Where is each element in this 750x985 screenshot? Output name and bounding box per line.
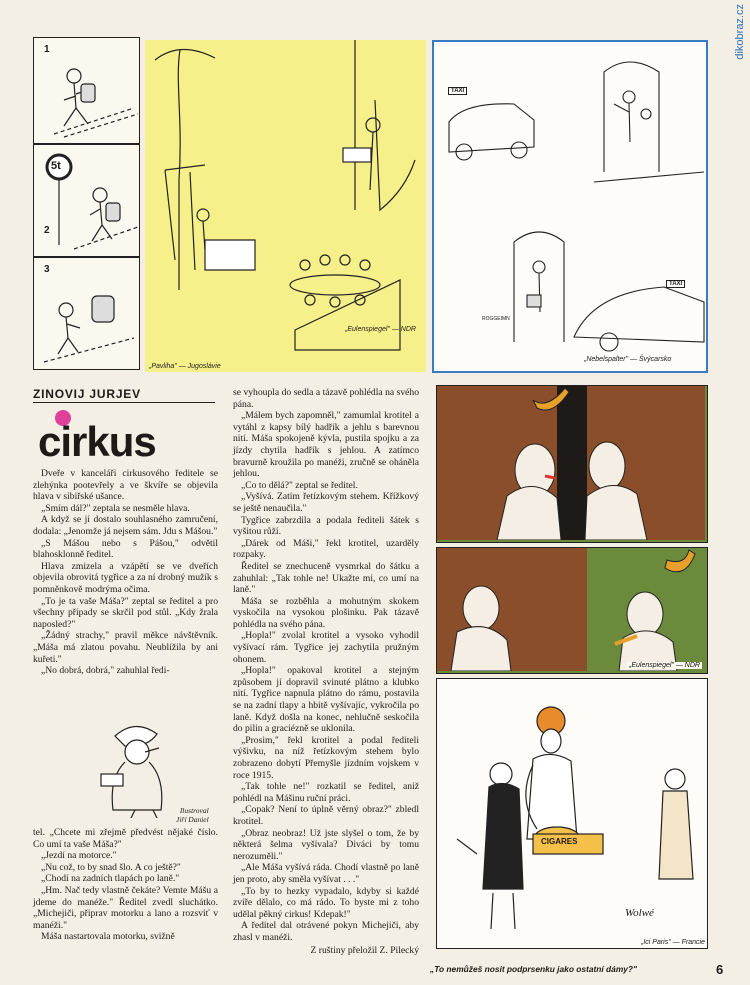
credit-line: Ilustroval [179,806,209,815]
article-column-1b [33,827,218,943]
pavliha-cartoon [145,40,426,372]
paragraph: „To by to hezky vypadalo, kdyby si každé zvíře dělalo, co má rádo. To byste mi z toho udělal pěkný cirkus! Kdepak!" [233,885,419,920]
paragraph: „Obraz neobraz! Už jste slyšel o tom, že by některá šelma vyšívala? Diváci by tomu nerozuměli." [233,827,419,862]
paragraph: „Smím dál?" zeptala se nesměle hlava. [41,502,190,514]
article-column-2 [233,387,419,956]
paragraph: „Dárek od Máši," řekl krotitel, uzarděly rozpaky. [233,537,419,561]
paragraph: Hlava zmizela a vzápětí se ve dveřích objevila obrovitá tygřice a za ní drobný mužík s pomněnkově modrýma očima. [33,560,218,595]
eulenspiegel-drawing-2 [437,548,705,671]
strip-panel-1 [33,37,140,144]
nebelspalter-cartoon [432,40,708,373]
tamer-illustration [95,718,185,818]
pavliha-drawing [145,40,426,372]
nebelspalter-caption: „Nebelspalter" — Švýcarsko [584,356,672,363]
translator-credit: Z ruštiny přeložil Z. Pilecký [310,944,419,956]
author-rule [33,402,215,403]
ici-paris-signature: Wolwé [625,907,654,919]
article-author: ZINOVIJ JURJEV [33,387,141,401]
paragraph: Dveře v kanceláři cirkusového ředitele se zlehýnka pootevřely a ve škvíře se objevila hlava v sibiřské ušance. [33,468,218,503]
paragraph: „Hm. Nač tedy vlastně čekáte? Vemte Mášu a jdeme do manéže." Ředitel zvedl sluchátko. „Michejiči, připrav motorku a lano a rozsviť v manéži." [33,884,218,931]
eulenspiegel-drawing-1 [437,386,705,540]
illustrator-credit [176,806,209,824]
paragraph: „S Mášou nebo s Pášou," odvětil blahosklonně ředitel. [33,537,218,561]
strip-panel-2 [33,144,140,257]
taxi-sign-bottom: TAXI [666,280,685,288]
page-number: 6 [716,962,724,977]
article-title: cirkus [38,418,156,465]
paragraph: „Hopla!" zvolal krotitel a vysoko vyhodil vyšívací rám. Tygřice jej zachytila pružným ohonem. [233,630,419,665]
strip-drawing-1 [34,38,138,142]
paragraph: „Málem bych zapomněl," zamumlal krotitel a vytáhl z kapsy bílý hadřík a jehlu s barevnou nití. Máša spokojeně kývla, pustila spojku a za jízdy chytila hadřík s jehlou. A zatímco bravurně kroužila po manéži, zručně se oháněla jehlou. [233,410,419,480]
cigarettes-box-label: CIGARES [541,837,578,846]
paragraph: „Ale Máša vyšívá ráda. Chodí vlastně po laně jen proto, aby směla vyšívat . . ." [233,862,419,885]
panel-number: 2 [44,225,50,236]
nebelspalter-signature: ROGGEIMN [482,316,510,322]
paragraph: Máša se rozběhla a mohutným skokem vyskočila na vysokou plošinku. Pak tázavě pohlédla na svého pána. [233,595,419,630]
paragraph: tel. „Chcete mi zřejmě předvést nějaké číslo. Co umí ta vaše Máša?" [33,827,218,850]
nebelspalter-drawing [434,42,706,371]
paragraph: „To je ta vaše Máša?" zeptal se ředitel a pro všechny případy se skrčil pod stůl. „Kdy žrala naposled?" [33,595,218,630]
paragraph: A když se jí dostalo souhlasného zamručení, dodala: „Jenomže já nejsem sám. Jdu s Mášou." [33,514,218,537]
paragraph: „No dobrá, dobrá," zahuhlal ředi- [41,665,170,677]
paragraph: „Copak? Není to úplně věrný obraz?" zbledl krotitel. [233,804,419,827]
credit-line: Jiří Daniel [176,815,209,824]
paragraph: „Vyšívá. Zatím řetízkovým stehem. Křížkový se ještě nenaučila." [233,491,419,514]
paragraph: „Jezdí na motorce." [41,850,117,862]
panel-number: 1 [44,44,50,55]
paragraph: „Žádný strachy," pravil měkce návštěvník. „Máša má zlatou povahu. Neublížila by ani kuřeti." [33,630,218,665]
eulenspiegel-caption: „Eulenspiegel" — NDR [345,326,416,333]
strip-drawing-2 [34,145,138,255]
ici-paris-punchline: „To nemůžeš nosit podprsenku jako ostatní dámy?" [430,964,638,974]
paragraph: „Chodí na zadních tlapách po laně." [41,873,180,885]
eulenspiegel-2-caption: „Eulenspiegel" — NDR [629,662,700,669]
eulenspiegel-panel-2 [436,547,708,674]
paragraph: „Nu což, to by snad šlo. A co ještě?" [41,861,181,873]
paragraph: „Hopla!" opakoval krotitel a stejným způsobem jí dopravil svinuté plátno a klubko nití. Tygřice napnula plátno do rámu, postavila se na zadní tlapy a hbitě vyšívajíc, vykročila po laně. Když došla na konec, nehlučně seskočila do pilin a graciézně se uklonila. [233,665,419,735]
pavliha-caption: „Pavliha" — Jugoslávie [149,363,221,370]
eulenspiegel-panel-1 [436,385,708,543]
strip-panel-3 [33,257,140,370]
paragraph: „Co to dělá?" zeptal se ředitel. [241,479,358,491]
ici-paris-cartoon [436,678,708,949]
paragraph: Máša nastartovala motorku, svižně [41,931,175,943]
strip-drawing-3 [34,258,138,368]
ici-paris-drawing [437,679,705,946]
paragraph: A ředitel dal otrávené pokyn Michejiči, aby zhasl v manéži. [233,920,419,943]
weight-sign: 5t [51,160,61,172]
ici-paris-caption: „Ici Paris" — Francie [641,939,705,946]
watermark: dikobraz.cz [734,4,746,60]
taxi-sign-top: TAXI [448,87,467,95]
article-column-1 [33,468,218,677]
panel-number: 3 [44,264,50,275]
paragraph: Ředitel se znechuceně vysmrkal do šátku a zahuhlal: „Tak tohle ne! Ukažte mi, co umí na laně." [233,560,419,596]
paragraph: „Prosim," řekl krotitel a podal řediteli výšivku, na níž řetízkovým stehem bylo zobrazeno dobytí Přemyšle jízdním vojskem v roce 1915. [233,734,419,781]
paragraph: Tygřice zabrzdila a podala řediteli šátek s vyšitou růží. [233,514,419,538]
paragraph: „Tak tohle ne!" rozkatil se ředitel, aniž pohlédl na Mášinu ruční práci. [233,781,419,804]
paragraph: se vyhoupla do sedla a tázavě pohlédla na svého pána. [233,387,419,410]
